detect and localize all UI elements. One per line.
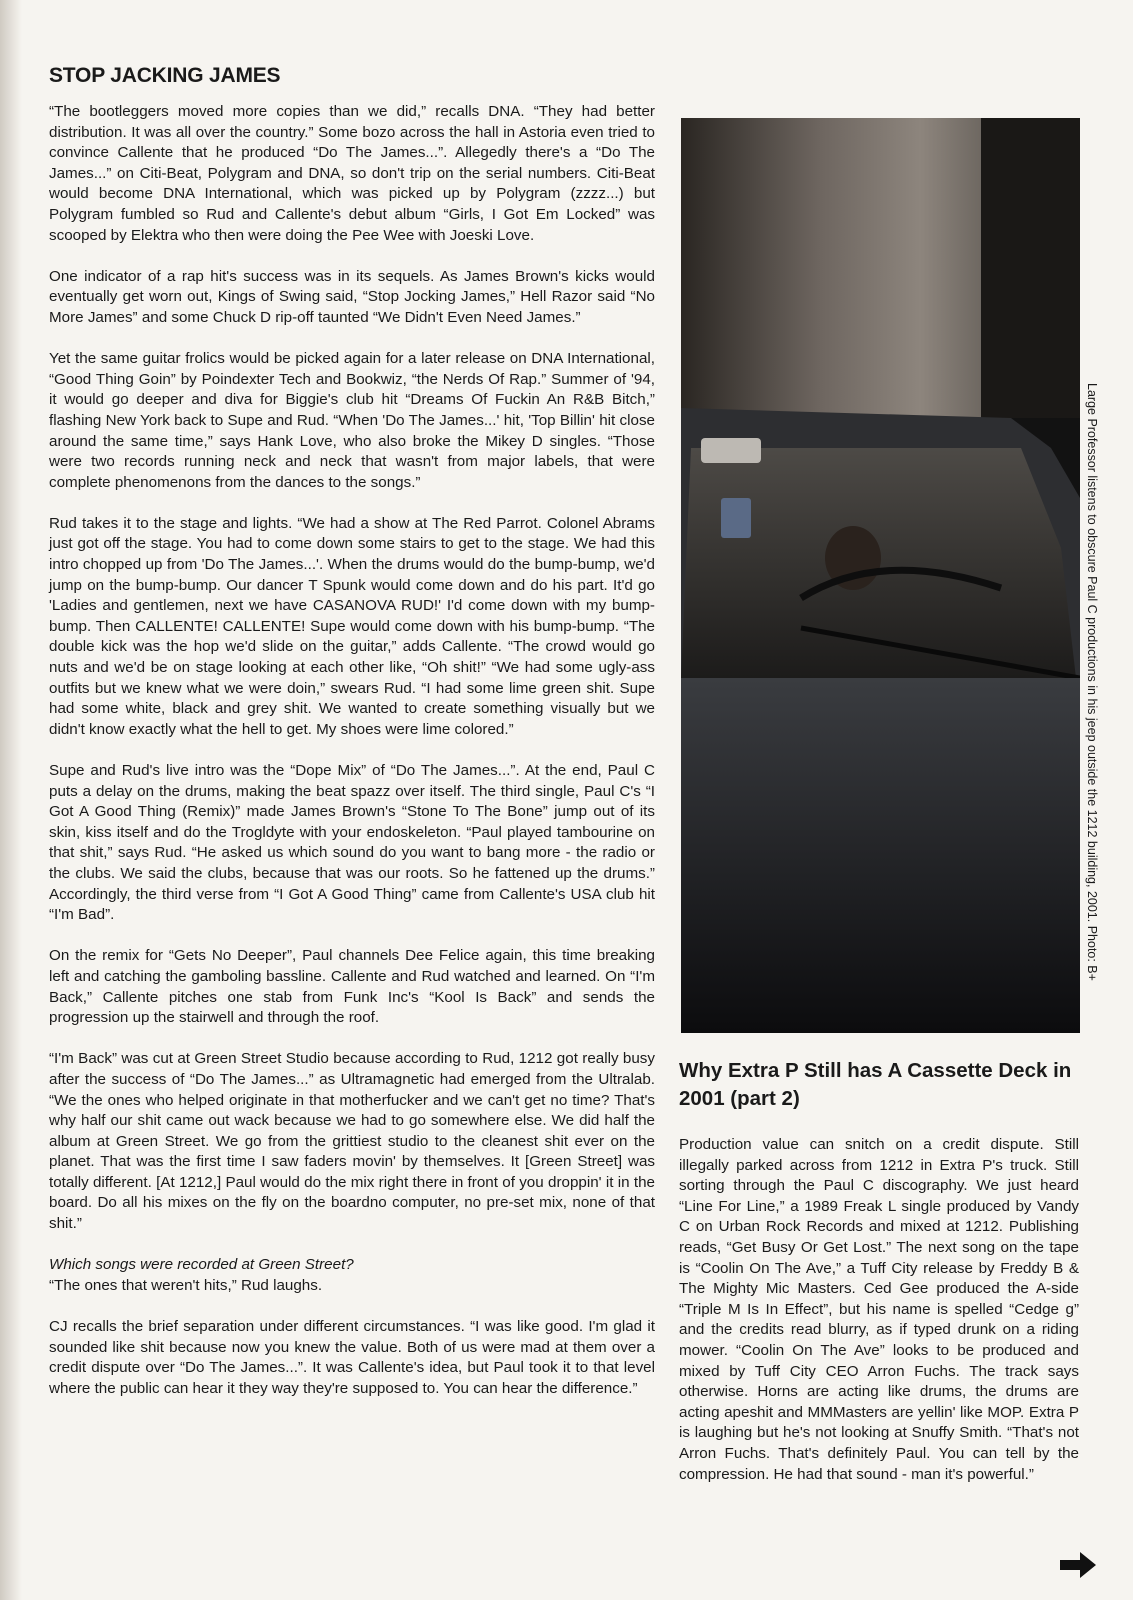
photo-jeep (681, 118, 1080, 1033)
article-paragraph: Supe and Rud's live intro was the “Dope Mix” of “Do The James...”. At the end, Paul C puts a delay on the drums, making the beat spazz over itself. The third single, Paul C's “I Got A Good Thing (Remix)” made James Brown's “Stone To The Bone” jump out of its skin, kiss itself and do the Trogldyte with your endoskeleton. “Paul played tambourine on that shit,” says Rud. “He asked us which sound do you want to bang more - the radio or the clubs. We said the clubs, because that was our roots. So he fattened up the drums.” Accordingly, the third verse from “I Got A Good Thing” came from Callente's USA club hit “I'm Bad”. (49, 762, 655, 924)
article-paragraph: Rud takes it to the stage and lights. “We had a show at The Red Parrot. Colonel Abrams just got off the stage. You had to come down some stairs to get to the stage. We had this intro chopped up from 'Do The James...'. When the drums would do the bump-bump, we'd jump on the bump-bump. Our dancer T Spunk would come down and do his part. It'd go 'Ladies and gentlemen, next we have CASANOVA RUD!' I'd come down with my bump-bump. Then CALLENTE! CALLENTE! Supe would come down with his bump-bump. “The double kick was the hop we'd slide on the guitar,” adds Callente. “The crowd would go nuts and we'd be on stage looking at each other like, “Oh shit!” “We had some ugly-ass outfits but we knew what we were doin,” swears Rud. “I had some lime green shit. Supe had some white, black and grey shit. We wanted to create something visually but we didn't know exactly what the hell to get. My shoes were lime colored.” (49, 514, 655, 738)
doorway-shadow (981, 118, 1080, 418)
article-paragraph: One indicator of a rap hit's success was in its sequels. As James Brown's kicks would eventually get worn out, Kings of Swing said, “Stop Jocking James,” Hell Razor said “No More James” and some Chuck D rip-off taunted “We Didn't Even Need James.” (49, 267, 655, 326)
sidebar-body: Production value can snitch on a credit dispute. Still illegally parked across from 1212 in Extra P's truck. Still sorting through the Paul C discography. We just heard “Line For Line,” a 1989 Freak L single produced by Vandy C on Urban Rock Records and mixed at 1212. Publishing reads, “Get Busy Or Get Lost.” The next song on the tape is “Coolin On The Ave,” a Tuff City release by Freddy B & The Mighty Mic Masters. Ced Gee produced the A-side “Triple M Is In Effect”, but his name is spelled “Cedge g” and the credits read blurry, as if typed drunk on a riding mower. “Coolin On The Ave” looks to be produced and mixed by Tuff City CEO Arron Fuchs. The track says otherwise. Horns are acting like drums, the drums are acting apeshit and MMMasters are yellin' like MOP. Extra P is laughing but he's not looking at Snuffy Smith. “That's not Arron Fuchs. That's definitely Paul. You can tell by the compression. He had that sound - man it's powerful.” (679, 1136, 1079, 1483)
rearview-mirror (701, 438, 761, 463)
page-spine-shadow (0, 0, 22, 1600)
article-paragraph: On the remix for “Gets No Deeper”, Paul channels Dee Felice again, this time breaking left and catching the gamboling bassline. Callente and Rud watched and learned. On “I'm Back,” Callente pitches one stab from Funk Inc's “Kool Is Back” and sends the progression up the stairwell and through the roof. (49, 947, 655, 1027)
article-closing-paragraph: CJ recalls the brief separation under different circumstances. “I was like good. I'm glad it sounded like shit because now you knew the value. Both of us were mad at them over a credit dispute over “Do The James...”. It was Callente's idea, but Paul took it to that level where the public can hear it they way they're supposed to. You can hear the difference.” (49, 1318, 655, 1397)
article-column (49, 64, 655, 1420)
interview-question: Which songs were recorded at Green Street? (49, 1256, 354, 1274)
right-arrow-icon (1060, 1550, 1098, 1580)
jeep-hood (681, 678, 1080, 1033)
interview-answer: “The ones that weren't hits,” Rud laughs. (49, 1276, 323, 1294)
article-heading: STOP JACKING JAMES (49, 64, 281, 87)
photo-illustration (681, 118, 1080, 1033)
sidebar-column (679, 1057, 1079, 1485)
sidebar-heading: Why Extra P Still has A Cassette Deck in 2001 (part 2) (679, 1059, 1072, 1110)
article-paragraph: “The bootleggers moved more copies than we did,” recalls DNA. “They had better distribution. It was all over the country.” Some bozo across the hall in Astoria even tried to convince Callente that he produced “Do The James...”. Allegedly there's a “Do The James...” on Citi-Beat, Polygram and DNA, so don't trip on the serial numbers. Citi-Beat would become DNA International, which was picked up by Polygram (zzzz...) but Polygram fumbled so Rud and Callente's debut album “Girls, I Got Em Locked” was scooped by Elektra who then were doing the Pee Wee with Joeski Love. (49, 103, 655, 244)
air-freshener (721, 498, 751, 538)
article-paragraph: “I'm Back” was cut at Green Street Studio because according to Rud, 1212 got really busy after the success of “Do The James...” as Ultramagnetic had emerged from the Ultralab. “We the ones who helped originate in that motherfucker and we can't get no time? That's why half our shit came out wack because we had to go somewhere else. We did half the album at Green Street. We go from the grittiest studio to the cleanest shit ever on the planet. That was the first time I saw faders movin' by themselves. It [Green Street] was totally different. [At 1212,] Paul would do the mix right there in front of you droppin' it in the board. Do all his mixes on the fly on the boardno computer, no pre-set mix, none of that shit.” (49, 1050, 655, 1233)
photo-caption: Large Professor listens to obscure Paul C productions in his jeep outside the 1212 building, 2001. Photo: B+ (1085, 383, 1099, 981)
article-paragraph: Yet the same guitar frolics would be picked again for a later release on DNA International, “Good Thing Goin” by Poindexter Tech and Bookwiz, “the Nerds Of Rap.” Summer of '94, it would go deeper and diva for Biggie's club hit “Dreams Of Fuckin An R&B Bitch,” flashing New York back to Supe and Rud. “When 'Do The James...' hit, 'Top Billin' hit close around the same time,” says Hank Love, who also broke the Mikey D singles. “Those were two records running neck and neck that wasn't from major labels, that were complete phenomenons from the dances to the songs.” (49, 350, 655, 491)
